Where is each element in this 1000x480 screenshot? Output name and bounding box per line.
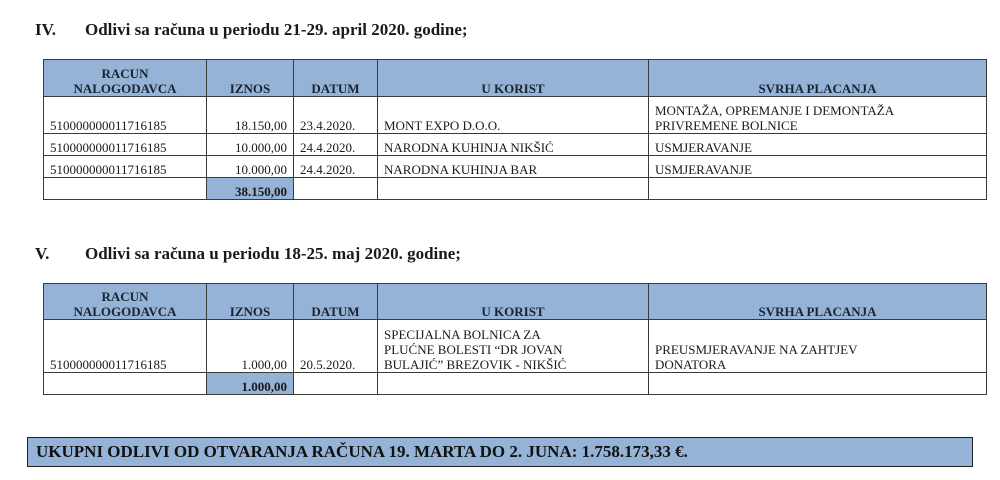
cell-date: 23.4.2020.	[294, 97, 378, 134]
cell-amount: 1.000,00	[207, 320, 294, 373]
table-header-row	[44, 284, 987, 320]
header-purpose: SVRHA PLACANJA	[649, 60, 987, 97]
cell-account: 510000000011716185	[44, 134, 207, 156]
table-header-row	[44, 60, 987, 97]
cell-beneficiary: MONT EXPO D.O.O.	[378, 97, 649, 134]
cell-purpose: MONTAŽA, OPREMANJE I DEMONTAŽA PRIVREMENE BOLNICE	[649, 97, 987, 134]
section-title: Odlivi sa računa u periodu 21-29. april 2020. godine;	[85, 20, 468, 39]
header-date: DATUM	[294, 284, 378, 320]
header-purpose: SVRHA PLACANJA	[649, 284, 987, 320]
outflows-table-may	[43, 283, 987, 395]
section-title: Odlivi sa računa u periodu 18-25. maj 2020. godine;	[85, 244, 461, 263]
table-row	[44, 320, 987, 373]
table-row	[44, 97, 987, 134]
cell-date: 20.5.2020.	[294, 320, 378, 373]
cell-purpose: USMJERAVANJE	[649, 134, 987, 156]
header-beneficiary: U KORIST	[378, 284, 649, 320]
section-4-heading	[35, 20, 468, 40]
cell-account: 510000000011716185	[44, 320, 207, 373]
cell-purpose: PREUSMJERAVANJE NA ZAHTJEV DONATORA	[649, 320, 987, 373]
cell-account: 510000000011716185	[44, 156, 207, 178]
total-row	[44, 373, 987, 395]
header-beneficiary: U KORIST	[378, 60, 649, 97]
table-row	[44, 134, 987, 156]
cell-amount: 10.000,00	[207, 134, 294, 156]
total-amount: 1.000,00	[207, 373, 294, 395]
header-amount: IZNOS	[207, 284, 294, 320]
outflows-table-april	[43, 59, 987, 200]
section-number: IV.	[35, 20, 56, 39]
cell-account: 510000000011716185	[44, 97, 207, 134]
section-5-heading	[35, 244, 461, 264]
cell-amount: 10.000,00	[207, 156, 294, 178]
cell-date: 24.4.2020.	[294, 134, 378, 156]
cell-beneficiary: SPECIJALNA BOLNICA ZA PLUĆNE BOLESTI “DR JOVAN BULAJIĆ” BREZOVIK - NIKŠIĆ	[378, 320, 649, 373]
cell-purpose: USMJERAVANJE	[649, 156, 987, 178]
header-account: RACUN NALOGODAVCA	[44, 284, 207, 320]
total-row	[44, 178, 987, 200]
section-number: V.	[35, 244, 50, 263]
cell-beneficiary: NARODNA KUHINJA NIKŠIĆ	[378, 134, 649, 156]
header-amount: IZNOS	[207, 60, 294, 97]
cell-amount: 18.150,00	[207, 97, 294, 134]
total-outflows-summary: UKUPNI ODLIVI OD OTVARANJA RAČUNA 19. MARTA DO 2. JUNA: 1.758.173,33 €.	[27, 437, 973, 467]
cell-date: 24.4.2020.	[294, 156, 378, 178]
header-account: RACUN NALOGODAVCA	[44, 60, 207, 97]
cell-beneficiary: NARODNA KUHINJA BAR	[378, 156, 649, 178]
table-row	[44, 156, 987, 178]
header-date: DATUM	[294, 60, 378, 97]
total-amount: 38.150,00	[207, 178, 294, 200]
